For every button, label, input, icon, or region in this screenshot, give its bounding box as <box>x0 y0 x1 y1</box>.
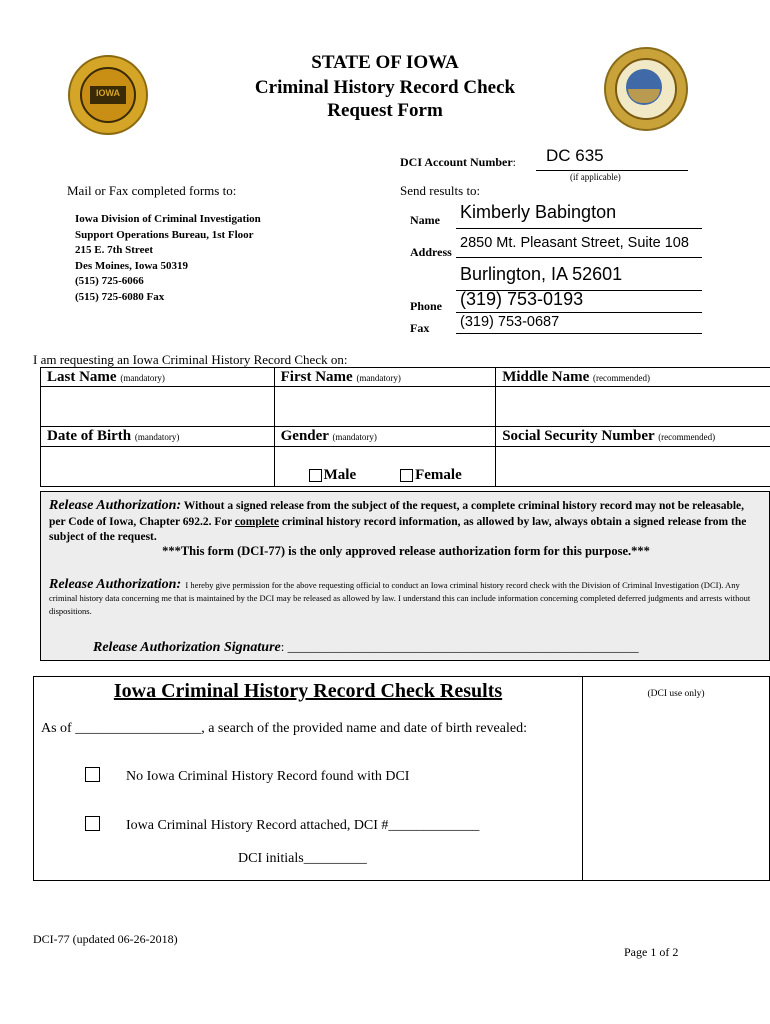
address-line1-value: 2850 Mt. Pleasant Street, Suite 108 <box>460 235 689 251</box>
as-of-line[interactable]: As of __________________, a search of the provided name and date of birth revealed: <box>41 721 527 736</box>
mail-to-line: Support Operations Bureau, 1st Floor <box>75 228 254 241</box>
release-authorization-box <box>40 491 770 661</box>
address-line2-value: Burlington, IA 52601 <box>460 264 623 284</box>
seal-center-text: IOWA <box>96 88 120 98</box>
release-notice-text: Release Authorization: Without a signed release from the subject of the request, a complete criminal history record may not be releasable, per Code of Iowa, Chapter 692.2. For complete criminal history record information, as allowed by law, always obtain a signed release from the subject of the request. <box>49 498 747 543</box>
mail-to-address <box>75 212 261 306</box>
address-label: Address <box>410 245 452 259</box>
male-option[interactable]: Male <box>309 467 356 483</box>
record-attached-checkbox[interactable] <box>85 816 100 831</box>
dci-initials-line[interactable]: DCI initials_________ <box>238 851 367 866</box>
address-line2-field[interactable] <box>456 264 702 291</box>
no-record-option: No Iowa Criminal History Record found with DCI <box>126 769 410 784</box>
release-heading-1: Release Authorization: <box>49 498 182 513</box>
last-name-header: Last Name (mandatory) <box>41 368 275 387</box>
signature-line[interactable]: Release Authorization Signature: ______________________________________________________ <box>93 639 639 655</box>
fax-label: Fax <box>410 321 430 335</box>
no-record-checkbox[interactable] <box>85 767 100 782</box>
ssn-input[interactable] <box>496 447 770 487</box>
ssn-header: Social Security Number (recommended) <box>496 427 770 447</box>
phone-label: Phone <box>410 299 443 313</box>
account-number-label: DCI Account Number: <box>400 155 517 169</box>
first-name-input[interactable] <box>274 387 496 427</box>
mail-to-heading: Mail or Fax completed forms to: <box>67 183 237 198</box>
record-attached-option: Iowa Criminal History Record attached, DCI #_____________ <box>126 818 480 833</box>
female-option[interactable]: Female <box>400 467 462 483</box>
address-line1-field[interactable] <box>456 235 702 258</box>
form-id-footer: DCI-77 (updated 06-26-2018) <box>33 932 178 946</box>
form-title-state: STATE OF IOWA <box>311 52 459 73</box>
form-title-sub: Request Form <box>327 100 443 121</box>
phone-value: (319) 753-0193 <box>460 289 584 309</box>
account-number-field[interactable] <box>536 146 688 171</box>
account-number-value: DC 635 <box>546 146 604 165</box>
middle-name-input[interactable] <box>496 387 770 427</box>
mail-to-line: (515) 725-6066 <box>75 275 144 288</box>
approved-form-notice: ***This form (DCI-77) is the only approved release authorization form for this purpose.*** <box>162 544 650 558</box>
signature-label: Release Authorization Signature <box>93 640 281 655</box>
dci-use-only-note: (DCI use only) <box>647 689 705 699</box>
dob-input[interactable] <box>41 447 275 487</box>
middle-name-header: Middle Name (recommended) <box>496 368 770 387</box>
request-intro: I am requesting an Iowa Criminal History Record Check on: <box>33 352 348 367</box>
name-field[interactable] <box>456 202 702 229</box>
female-checkbox[interactable] <box>400 469 413 482</box>
subject-info-table <box>40 367 770 487</box>
name-label: Name <box>410 213 440 227</box>
fax-field[interactable] <box>456 314 702 334</box>
dob-header: Date of Birth (mandatory) <box>41 427 275 447</box>
fax-value: (319) 753-0687 <box>460 314 560 330</box>
mail-to-line: 215 E. 7th Street <box>75 244 154 257</box>
page-number: Page 1 of 2 <box>624 945 679 959</box>
mail-to-line: Iowa Division of Criminal Investigation <box>75 213 261 225</box>
name-value: Kimberly Babington <box>460 202 617 222</box>
gender-header: Gender (mandatory) <box>274 427 496 447</box>
mail-to-line: (515) 725-6080 Fax <box>75 290 165 303</box>
male-checkbox[interactable] <box>309 469 322 482</box>
gender-options <box>274 447 496 487</box>
last-name-input[interactable] <box>41 387 275 427</box>
phone-field[interactable] <box>456 289 702 313</box>
dci-use-column <box>582 677 583 880</box>
results-title: Iowa Criminal History Record Check Results <box>113 680 503 702</box>
send-results-heading: Send results to: <box>400 183 481 198</box>
first-name-header: First Name (mandatory) <box>274 368 496 387</box>
account-number-note: (if applicable) <box>570 172 621 182</box>
release-permission-text: Release Authorization: I hereby give permission for the above requesting official to conduct an Iowa criminal history record check with the Division of Criminal Investigation (DCI). Any criminal history data concerning me that is maintained by the DCI may be released as allowed by law. I understand this can include information concerning completed deferred judgments and arrests without dispositions. <box>49 577 751 616</box>
mail-to-line: Des Moines, Iowa 50319 <box>75 259 189 272</box>
release-heading-2: Release Authorization: <box>49 577 182 592</box>
form-title-main: Criminal History Record Check <box>254 77 516 98</box>
results-box <box>33 676 770 881</box>
